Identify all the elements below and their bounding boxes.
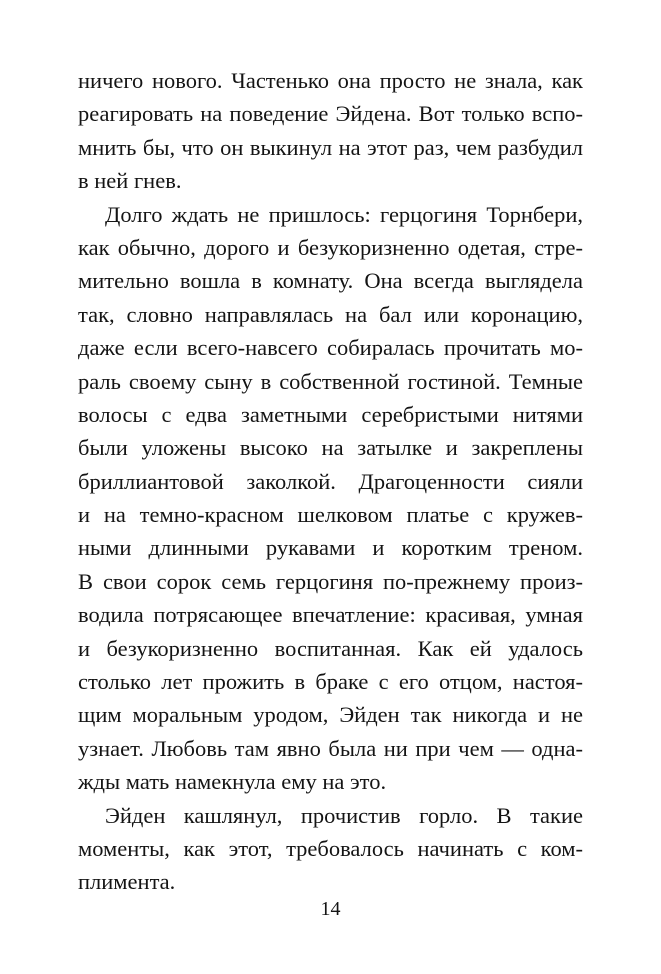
text-line: жды мать намекнула ему на это. <box>78 769 387 795</box>
text-line: Долго ждать не пришлось: герцогиня Торнбери, <box>105 201 583 227</box>
paragraph-1 <box>78 64 583 198</box>
paragraph-3 <box>78 799 583 899</box>
text-line: Эйден кашлянул, прочистив горло. В такие <box>105 802 583 828</box>
text-line: даже если всего-навсего собиралась прочитать мо- <box>78 335 583 361</box>
text-line: волосы с едва заметными серебристыми нитями <box>78 401 583 427</box>
text-line: плимента. <box>78 869 176 895</box>
text-line: и на темно-красном шелковом платье с кружев- <box>78 502 583 528</box>
text-line: бриллиантовой заколкой. Драгоценности сияли <box>78 468 583 494</box>
text-line: В свои сорок семь герцогиня по-прежнему произ- <box>78 568 583 594</box>
text-line: водила потрясающее впечатление: красивая, умная <box>78 602 583 628</box>
text-line: были уложены высоко на затылке и закреплены <box>78 435 583 461</box>
text-line: мительно вошла в комнату. Она всегда выглядела <box>78 268 583 294</box>
text-line: и безукоризненно воспитанная. Как ей удалось <box>78 635 583 661</box>
text-line: раль своему сыну в собственной гостиной. Темные <box>78 368 583 394</box>
text-line: узнает. Любовь там явно была ни при чем — одна- <box>78 735 583 761</box>
text-line: реагировать на поведение Эйдена. Вот только вспо- <box>78 101 583 127</box>
text-line: щим моральным уродом, Эйден так никогда и не <box>78 702 583 728</box>
text-line: в ней гнев. <box>78 168 182 194</box>
text-line: ными длинными рукавами и коротким треном. <box>78 535 583 561</box>
text-line: как обычно, дорого и безукоризненно одетая, стре- <box>78 234 583 260</box>
text-line: ничего нового. Частенько она просто не знала, как <box>78 68 583 93</box>
text-line: так, словно направлялась на бал или коронацию, <box>78 301 583 327</box>
text-line: столько лет прожить в браке с его отцом, настоя- <box>78 669 583 695</box>
page-number: 14 <box>320 898 341 920</box>
text-line: моменты, как этот, требовалось начинать с ком- <box>78 835 583 861</box>
text-line: мнить бы, что он выкинул на этот раз, чем разбудил <box>78 134 583 160</box>
body-text <box>78 64 583 899</box>
paragraph-2 <box>78 198 583 799</box>
